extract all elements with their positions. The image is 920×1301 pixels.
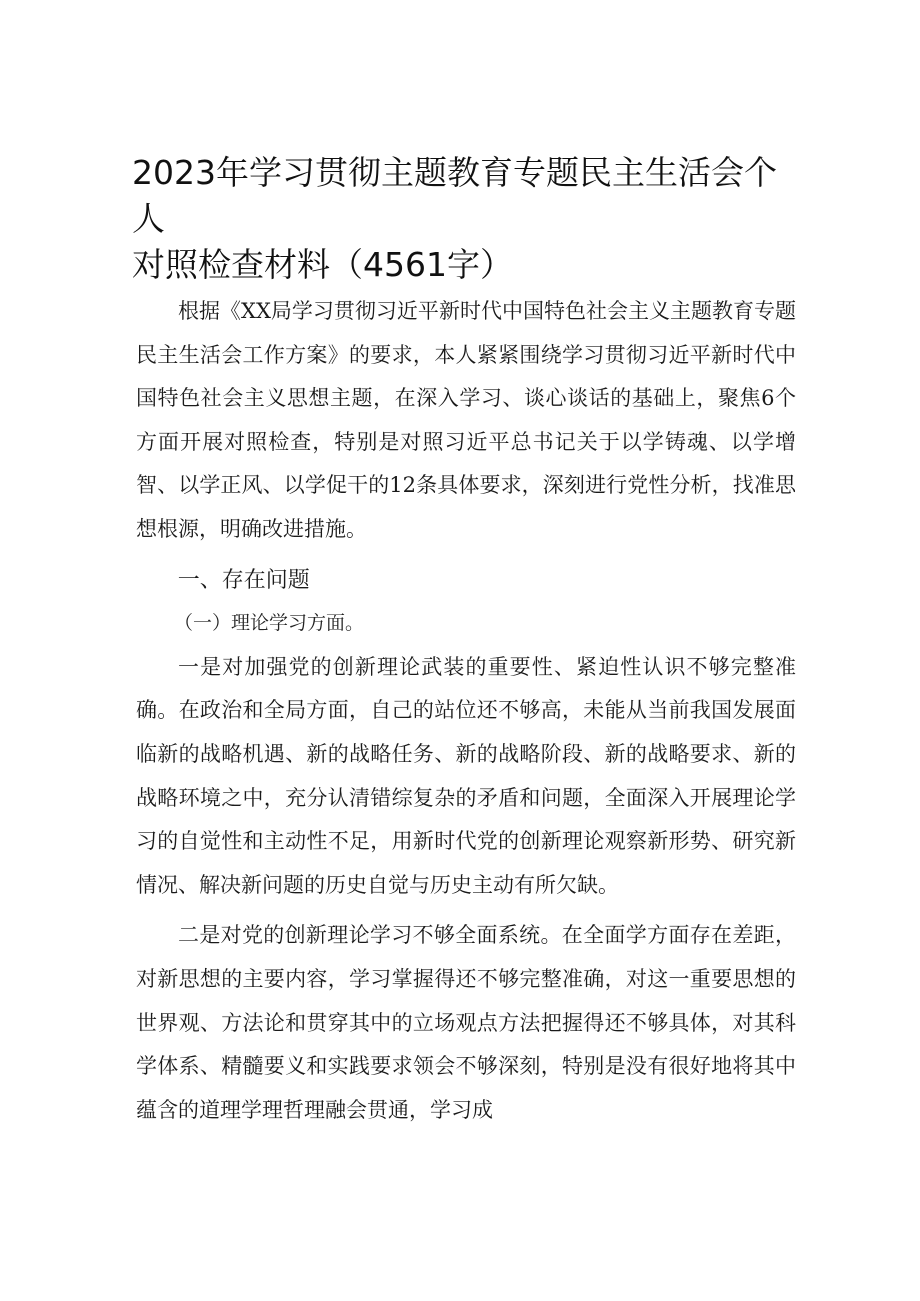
document-body (136, 290, 796, 1139)
body-paragraph-1: 一是对加强党的创新理论武装的重要性、紧迫性认识不够完整准确。在政治和全局方面，自己的站位还不够高，未能从当前我国发展面临新的战略机遇、新的战略任务、新的战略阶段、新的战略要求、新的战略环境之中，充分认清错综复杂的矛盾和问题，全面深入开展理论学习的自觉性和主动性不足，用新时代党的创新理论观察新形势、研究新情况、解决新问题的历史自觉与历史主动有所欠缺。 (136, 654, 796, 897)
intro-paragraph: 根据《XX局学习贯彻习近平新时代中国特色社会主义主题教育专题民主生活会工作方案》的要求，本人紧紧围绕学习贯彻习近平新时代中国特色社会主义思想主题，在深入学习、谈心谈话的基础上，聚焦6个方面开展对照检查，特别是对照习近平总书记关于以学铸魂、以学增智、以学正风、以学促干的12条具体要求，深刻进行党性分析，找准思想根源，明确改进措施。 (136, 299, 796, 541)
document-title (132, 150, 802, 288)
section-heading-problems: 一、存在问题 (177, 567, 310, 593)
title-line-1: 2023年学习贯彻主题教育专题民主生活会个人 (132, 153, 777, 238)
body-paragraph-2: 二是对党的创新理论学习不够全面系统。在全面学方面存在差距，对新思想的主要内容，学习掌握得还不够完整准确，对这一重要思想的世界观、方法论和贯穿其中的立场观点方法把握得还不够具体，对其科学体系、精髓要义和实践要求领会不够深刻，特别是没有很好地将其中蕴含的道理学理哲理融会贯通，学习成 (136, 923, 796, 1122)
subsection-heading-theory-study: （一）理论学习方面。 (174, 612, 365, 635)
title-line-2: 对照检查材料（4561字） (132, 245, 513, 284)
